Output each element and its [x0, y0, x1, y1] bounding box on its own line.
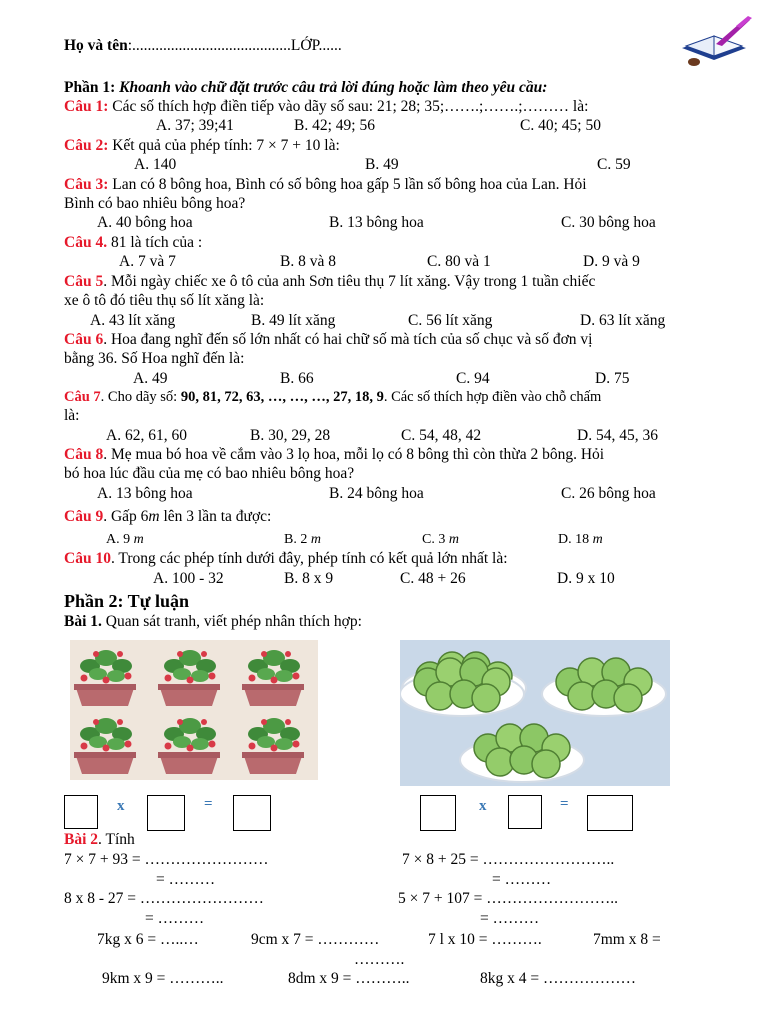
question-5 — [64, 272, 595, 291]
q4-label: Câu 4. — [64, 234, 108, 251]
part1-title: Phần 1: — [64, 79, 116, 96]
answer-box-1b[interactable] — [147, 795, 185, 831]
unit-calc-3[interactable]: 7 l x 10 = ………. — [428, 931, 542, 948]
q5-option-a[interactable]: A. 43 lít xăng — [90, 312, 176, 329]
q10-option-b[interactable]: B. 8 x 9 — [284, 570, 334, 587]
q9-option-c[interactable] — [422, 530, 459, 549]
q1-label: Câu 1: — [64, 98, 109, 115]
q3-option-b[interactable]: B. 13 bông hoa — [329, 214, 424, 231]
q4-option-d[interactable]: D. 9 và 9 — [583, 253, 640, 270]
q3-text: Lan có 8 bông hoa, Bình có số bông hoa gấp 5 lần số bông hoa của Lan. Hỏi — [108, 176, 587, 193]
q6-text-cont: bằng 36. Số Hoa nghĩ đến là: — [64, 350, 245, 367]
equals-sign-2: = — [560, 796, 569, 812]
unit-calc-4-answer[interactable]: ………. — [354, 951, 405, 968]
name-line — [64, 36, 342, 55]
calc-2[interactable]: 7 × 8 + 25 = …………………….. — [402, 851, 615, 868]
q7-option-d[interactable]: D. 54, 45, 36 — [577, 427, 658, 444]
q9-unit: m — [148, 508, 160, 525]
calc-1[interactable]: 7 × 7 + 93 = …………………… — [64, 851, 269, 868]
q4-text: 81 là tích của : — [107, 234, 203, 251]
q6-option-c[interactable]: C. 94 — [456, 370, 490, 387]
q10-option-d[interactable]: D. 9 x 10 — [557, 570, 615, 587]
q1-option-b[interactable]: B. 42; 49; 56 — [294, 117, 375, 134]
bai1-heading — [64, 612, 362, 631]
bai1-label: Bài 1. — [64, 613, 102, 630]
bai1-text: Quan sát tranh, viết phép nhân thích hợp: — [101, 613, 362, 630]
q10-label: Câu 10 — [64, 550, 111, 567]
question-3 — [64, 175, 587, 194]
q9-option-d[interactable] — [558, 530, 603, 549]
name-label: Họ và tên — [64, 37, 128, 54]
q8-label: Câu 8 — [64, 446, 104, 463]
q9-option-a-unit: m — [133, 532, 144, 547]
unit-calc-7[interactable]: 8kg x 4 = ……………… — [480, 970, 636, 987]
strawberry-pots-picture — [70, 640, 318, 780]
q7-option-c[interactable]: C. 54, 48, 42 — [401, 427, 482, 444]
q9-option-a[interactable] — [106, 530, 144, 549]
q2-label: Câu 2: — [64, 137, 109, 154]
q4-option-a[interactable]: A. 7 và 7 — [119, 253, 176, 270]
answer-box-2a[interactable] — [420, 795, 456, 831]
q3-option-a[interactable]: A. 40 bông hoa — [97, 214, 193, 231]
times-sign-2: x — [479, 798, 487, 814]
question-1 — [64, 97, 588, 116]
q8-option-a[interactable]: A. 13 bông hoa — [97, 485, 193, 502]
q9-text-pre: . Gấp 6 — [103, 508, 149, 525]
q7-text-pre: . Cho dãy số: — [100, 389, 181, 405]
answer-box-2c[interactable] — [587, 795, 633, 831]
q9-option-b-text: B. 2 — [284, 532, 311, 547]
unit-calc-5[interactable]: 9km x 9 = ……….. — [102, 970, 224, 987]
q2-option-b[interactable]: B. 49 — [365, 156, 399, 173]
q5-option-c[interactable]: C. 56 lít xăng — [408, 312, 493, 329]
answer-box-1c[interactable] — [233, 795, 271, 831]
bai2-text: . Tính — [98, 831, 135, 848]
q8-text-cont: bó hoa lúc đầu của mẹ có bao nhiêu bông hoa? — [64, 465, 355, 482]
answer-box-2b[interactable] — [508, 795, 542, 829]
question-9 — [64, 507, 271, 526]
bai2-label: Bài 2 — [64, 831, 99, 848]
q7-label: Câu 7 — [64, 389, 101, 405]
calc-3[interactable]: 8 x 8 - 27 = …………………… — [64, 890, 264, 907]
part1-heading — [64, 78, 547, 97]
unit-calc-4[interactable]: 7mm x 8 = — [593, 931, 661, 948]
book-quill-logo — [676, 14, 754, 70]
q6-label: Câu 6 — [64, 331, 104, 348]
q8-text: . Mẹ mua bó hoa về cắm vào 3 lọ hoa, mỗi lọ có 8 bông thì còn thừa 2 bông. Hỏi — [103, 446, 605, 463]
q10-option-a[interactable]: A. 100 - 32 — [153, 570, 224, 587]
q9-label: Câu 9 — [64, 508, 104, 525]
q9-option-c-unit: m — [448, 532, 459, 547]
q7-option-b[interactable]: B. 30, 29, 28 — [250, 427, 331, 444]
q7-text-cont: là: — [64, 407, 80, 424]
q1-option-c[interactable]: C. 40; 45; 50 — [520, 117, 601, 134]
q7-sequence: 90, 81, 72, 63, …, …, …, 27, 18, 9 — [180, 389, 384, 405]
calc-1-result[interactable]: = ……… — [156, 871, 216, 888]
question-6 — [64, 330, 592, 349]
times-sign-1: x — [117, 798, 125, 814]
q7-option-a[interactable]: A. 62, 61, 60 — [106, 427, 187, 444]
answer-box-1a[interactable] — [64, 795, 98, 829]
calc-2-result[interactable]: = ……… — [492, 871, 552, 888]
q9-text-post: lên 3 lần ta được: — [159, 508, 272, 525]
q3-option-c[interactable]: C. 30 bông hoa — [561, 214, 656, 231]
q2-option-a[interactable]: A. 140 — [134, 156, 177, 173]
calc-3-result[interactable]: = ……… — [145, 910, 205, 927]
part1-instruction: Khoanh vào chữ đặt trước câu trả lời đúng hoặc làm theo yêu cầu: — [119, 79, 548, 96]
q5-option-d[interactable]: D. 63 lít xăng — [580, 312, 666, 329]
name-blank: :......................................... — [127, 37, 291, 54]
custard-apple-plates-picture — [400, 640, 670, 786]
bai2-heading — [64, 830, 135, 849]
unit-calc-2[interactable]: 9cm x 7 = ………… — [251, 931, 380, 948]
class-label: LỚP...... — [290, 37, 342, 54]
unit-calc-6[interactable]: 8dm x 9 = ……….. — [288, 970, 410, 987]
part2-title: Phần 2: Tự luận — [64, 591, 190, 611]
q5-label: Câu 5 — [64, 273, 104, 290]
q10-option-c[interactable]: C. 48 + 26 — [400, 570, 466, 587]
calc-4[interactable]: 5 × 7 + 107 = …………………….. — [398, 890, 618, 907]
q9-option-a-text: A. 9 — [106, 532, 134, 547]
q6-option-d[interactable]: D. 75 — [595, 370, 630, 387]
q6-option-b[interactable]: B. 66 — [280, 370, 314, 387]
q5-text: . Mỗi ngày chiếc xe ô tô của anh Sơn tiêu thụ 7 lít xăng. Vậy trong 1 tuần chiếc — [103, 273, 596, 290]
q9-option-d-text: D. 18 — [558, 532, 593, 547]
q6-text: . Hoa đang nghĩ đến số lớn nhất có hai chữ số mà tích của số chục và số đơn vị — [103, 331, 593, 348]
question-8 — [64, 445, 604, 464]
q3-label: Câu 3: — [64, 176, 109, 193]
calc-4-result[interactable]: = ……… — [480, 910, 540, 927]
q9-option-c-text: C. 3 — [422, 532, 449, 547]
q4-option-c[interactable]: C. 80 và 1 — [427, 253, 491, 270]
q2-text: Kết quả của phép tính: 7 × 7 + 10 là: — [108, 137, 340, 154]
q9-option-d-unit: m — [592, 532, 603, 547]
q7-text-post: . Các số thích hợp điền vào chỗ chấm — [383, 389, 602, 405]
unit-calc-1[interactable]: 7kg x 6 = …..… — [97, 931, 199, 948]
equals-sign-1: = — [204, 796, 213, 812]
q1-option-a[interactable]: A. 37; 39;41 — [156, 117, 234, 134]
q1-text: Các số thích hợp điền tiếp vào dãy số sau: 21; 28; 35;…….;…….;……… là: — [108, 98, 589, 115]
question-7 — [64, 388, 601, 407]
q10-text: . Trong các phép tính dưới đây, phép tính có kết quả lớn nhất là: — [110, 550, 508, 567]
q5-text-cont: xe ô tô đó tiêu thụ số lít xăng là: — [64, 292, 265, 309]
question-10 — [64, 549, 508, 568]
q9-option-b[interactable] — [284, 530, 321, 549]
question-2 — [64, 136, 340, 155]
q5-option-b[interactable]: B. 49 lít xăng — [251, 312, 336, 329]
q2-option-c[interactable]: C. 59 — [597, 156, 631, 173]
q4-option-b[interactable]: B. 8 và 8 — [280, 253, 336, 270]
q8-option-b[interactable]: B. 24 bông hoa — [329, 485, 424, 502]
q6-option-a[interactable]: A. 49 — [133, 370, 168, 387]
q9-option-b-unit: m — [310, 532, 321, 547]
q8-option-c[interactable]: C. 26 bông hoa — [561, 485, 656, 502]
question-4 — [64, 233, 202, 252]
q3-text-cont: Bình có bao nhiêu bông hoa? — [64, 195, 246, 212]
